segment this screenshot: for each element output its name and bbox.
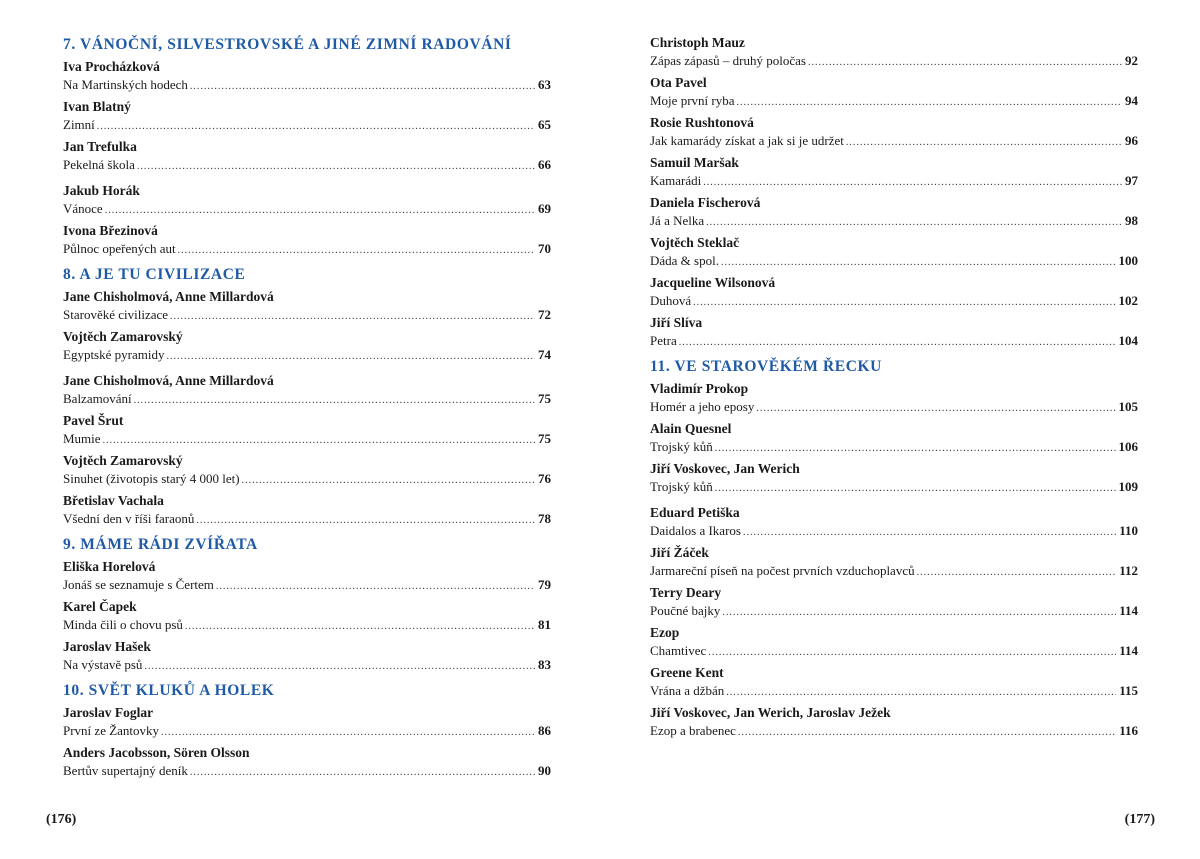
entry-author: Jaroslav Foglar: [63, 705, 154, 720]
dot-leader: [722, 604, 1116, 622]
toc-entry[interactable]: [63, 98, 551, 134]
section-heading: 10. SVĚT KLUKŮ A HOLEK: [63, 682, 275, 699]
toc-entry[interactable]: [63, 452, 551, 488]
entry-author: Vladimír Prokop: [650, 381, 749, 396]
dot-leader: [706, 214, 1122, 232]
entry-author: Terry Deary: [650, 585, 722, 600]
entry-author: Jakub Horák: [63, 183, 140, 198]
dot-leader: [144, 658, 535, 676]
toc-entry[interactable]: [650, 584, 1138, 620]
toc-entry[interactable]: [63, 372, 551, 408]
dot-leader: [715, 480, 1116, 498]
dot-leader: [808, 54, 1122, 72]
entry-page-number: 83: [538, 657, 551, 672]
toc-entry[interactable]: [650, 74, 1138, 110]
entry-title: Petra: [650, 333, 677, 348]
entry-page-number: 66: [538, 157, 551, 172]
toc-entry[interactable]: [63, 492, 551, 528]
dot-leader: [178, 242, 535, 260]
toc-entry[interactable]: [650, 274, 1138, 310]
dot-leader: [190, 764, 535, 782]
toc-entry[interactable]: [650, 460, 1138, 496]
entry-title: Na výstavě psů: [63, 657, 143, 672]
entry-author: Ota Pavel: [650, 75, 707, 90]
section-heading: 8. A JE TU CIVILIZACE: [63, 266, 246, 283]
toc-entry[interactable]: [650, 34, 1138, 70]
entry-author: Pavel Šrut: [63, 413, 124, 428]
entry-title: Jonáš se seznamuje s Čertem: [63, 577, 214, 592]
entry-title: Vánoce: [63, 201, 103, 216]
entry-page-number: 102: [1118, 293, 1138, 308]
entry-title: Dáda & spol.: [650, 253, 719, 268]
entry-page-number: 110: [1119, 523, 1138, 538]
toc-entry[interactable]: [63, 58, 551, 94]
entry-title: Starověké civilizace: [63, 307, 169, 322]
dot-leader: [185, 618, 535, 636]
toc-entry[interactable]: [63, 598, 551, 634]
entry-title: Ezop a brabenec: [650, 723, 736, 738]
dot-leader: [190, 78, 535, 96]
toc-entry[interactable]: [63, 412, 551, 448]
entry-author: Jane Chisholmová, Anne Millardová: [63, 373, 274, 388]
entry-title: První ze Žantovky: [63, 723, 160, 738]
section-heading: 7. VÁNOČNÍ, SILVESTROVSKÉ A JINÉ ZIMNÍ RADOVÁNÍ: [63, 36, 512, 53]
entry-page-number: 75: [538, 431, 551, 446]
entry-author: Vojtěch Zamarovský: [63, 329, 183, 344]
dot-leader: [134, 392, 535, 410]
entry-page-number: 116: [1119, 723, 1138, 738]
entry-author: Eduard Petiška: [650, 505, 740, 520]
entry-page-number: 106: [1118, 439, 1138, 454]
entry-page-number: 65: [538, 117, 551, 132]
entry-title: Trojský kůň: [650, 479, 713, 494]
toc-entry[interactable]: [63, 704, 551, 740]
entry-title: Homér a jeho eposy: [650, 399, 755, 414]
entry-title: Všední den v říši faraonů: [63, 511, 195, 526]
dot-leader: [97, 118, 535, 136]
entry-title: Bertův supertajný deník: [63, 763, 188, 778]
toc-entry[interactable]: [63, 558, 551, 594]
entry-page-number: 75: [538, 391, 551, 406]
toc-entry[interactable]: [63, 638, 551, 674]
entry-title: Mumie: [63, 431, 101, 446]
toc-entry[interactable]: [63, 744, 551, 780]
entry-title: Já a Nelka: [650, 213, 705, 228]
dot-leader: [708, 644, 1116, 662]
entry-page-number: 78: [538, 511, 551, 526]
entry-author: Alain Quesnel: [650, 421, 732, 436]
entry-title: Kamarádi: [650, 173, 702, 188]
entry-title: Zápas zápasů – druhý poločas: [650, 53, 806, 68]
entry-page-number: 114: [1119, 603, 1138, 618]
entry-author: Jacqueline Wilsonová: [650, 275, 776, 290]
toc-entry[interactable]: [650, 420, 1138, 456]
entry-title: Půlnoc opeřených aut: [63, 241, 176, 256]
entry-page-number: 76: [538, 471, 551, 486]
dot-leader: [103, 432, 535, 450]
dot-leader: [166, 348, 535, 366]
dot-leader: [242, 472, 535, 490]
entry-title: Duhová: [650, 293, 692, 308]
entry-page-number: 97: [1125, 173, 1138, 188]
entry-page-number: 100: [1118, 253, 1138, 268]
entry-author: Jane Chisholmová, Anne Millardová: [63, 289, 274, 304]
entry-page-number: 69: [538, 201, 551, 216]
dot-leader: [161, 724, 535, 742]
entry-page-number: 72: [538, 307, 551, 322]
toc-entry[interactable]: [650, 664, 1138, 700]
entry-title: Moje první ryba: [650, 93, 735, 108]
entry-title: Trojský kůň: [650, 439, 713, 454]
toc-entry[interactable]: [63, 222, 551, 258]
page-number-right: (177): [1124, 812, 1155, 827]
toc-entry[interactable]: [650, 194, 1138, 230]
entry-author: Eliška Horelová: [63, 559, 156, 574]
entry-author: Greene Kent: [650, 665, 724, 680]
entry-page-number: 81: [538, 617, 551, 632]
entry-author: Jiří Žáček: [650, 545, 709, 560]
dot-leader: [170, 308, 535, 326]
entry-title: Pekelná škola: [63, 157, 135, 172]
entry-author: Karel Čapek: [63, 599, 137, 614]
entry-author: Vojtěch Zamarovský: [63, 453, 183, 468]
entry-title: Minda čili o chovu psů: [63, 617, 183, 632]
dot-leader: [196, 512, 535, 530]
entry-title: Jarmareční píseň na počest prvních vzduchoplavců: [650, 563, 915, 578]
entry-author: Jaroslav Hašek: [63, 639, 151, 654]
entry-author: Anders Jacobsson, Sören Olsson: [63, 745, 250, 760]
entry-page-number: 104: [1118, 333, 1138, 348]
entry-title: Poučné bajky: [650, 603, 721, 618]
page-number-left: (176): [46, 812, 77, 827]
entry-author: Jiří Voskovec, Jan Werich: [650, 461, 800, 476]
entry-author: Ivona Březinová: [63, 223, 158, 238]
toc-entry[interactable]: [650, 234, 1138, 270]
entry-title: Balzamování: [63, 391, 132, 406]
entry-page-number: 70: [538, 241, 551, 256]
toc-entry[interactable]: [63, 182, 551, 218]
section-heading: 9. MÁME RÁDI ZVÍŘATA: [63, 536, 258, 553]
dot-leader: [917, 564, 1117, 582]
dot-leader: [738, 724, 1116, 742]
entry-author: Ivan Blatný: [63, 99, 131, 114]
dot-leader: [756, 400, 1115, 418]
entry-page-number: 114: [1119, 643, 1138, 658]
entry-page-number: 94: [1125, 93, 1138, 108]
entry-title: Na Martinských hodech: [63, 77, 188, 92]
dot-leader: [743, 524, 1116, 542]
entry-title: Sinuhet (životopis starý 4 000 let): [63, 471, 240, 486]
entry-author: Jan Trefulka: [63, 139, 137, 154]
dot-leader: [216, 578, 535, 596]
dot-leader: [137, 158, 535, 176]
entry-title: Chamtivec: [650, 643, 707, 658]
dot-leader: [721, 254, 1116, 272]
entry-page-number: 90: [538, 763, 551, 778]
dot-leader: [703, 174, 1122, 192]
toc-entry[interactable]: [650, 114, 1138, 150]
entry-author: Christoph Mauz: [650, 35, 745, 50]
entry-author: Iva Procházková: [63, 59, 160, 74]
toc-entry[interactable]: [650, 314, 1138, 350]
entry-author: Samuil Maršak: [650, 155, 739, 170]
entry-page-number: 96: [1125, 133, 1138, 148]
toc-entry[interactable]: [650, 704, 1138, 740]
entry-title: Zimní: [63, 117, 95, 132]
entry-author: Rosie Rushtonová: [650, 115, 754, 130]
entry-title: Jak kamarády získat a jak si je udržet: [650, 133, 844, 148]
toc-entry[interactable]: [63, 288, 551, 324]
entry-page-number: 98: [1125, 213, 1138, 228]
entry-author: Daniela Fischerová: [650, 195, 761, 210]
dot-leader: [715, 440, 1116, 458]
toc-entry[interactable]: [650, 504, 1138, 540]
entry-page-number: 74: [538, 347, 551, 362]
dot-leader: [693, 294, 1115, 312]
entry-page-number: 115: [1119, 683, 1138, 698]
toc-entry[interactable]: [63, 138, 551, 174]
toc-entry[interactable]: [650, 380, 1138, 416]
entry-author: Jiří Slíva: [650, 315, 703, 330]
dot-leader: [726, 684, 1116, 702]
toc-entry[interactable]: [650, 544, 1138, 580]
entry-author: Jiří Voskovec, Jan Werich, Jaroslav Ježek: [650, 705, 891, 720]
dot-leader: [679, 334, 1116, 352]
entry-title: Egyptské pyramidy: [63, 347, 165, 362]
entry-page-number: 109: [1118, 479, 1138, 494]
section-heading: 11. VE STAROVĚKÉM ŘECKU: [650, 358, 882, 375]
toc-entry[interactable]: [63, 328, 551, 364]
entry-title: Vrána a džbán: [650, 683, 725, 698]
entry-author: Břetislav Vachala: [63, 493, 164, 508]
entry-page-number: 79: [538, 577, 551, 592]
entry-title: Daidalos a Ikaros: [650, 523, 741, 538]
dot-leader: [105, 202, 535, 220]
entry-page-number: 86: [538, 723, 551, 738]
entry-page-number: 63: [538, 77, 551, 92]
toc-entry[interactable]: [650, 624, 1138, 660]
entry-author: Vojtěch Steklač: [650, 235, 740, 250]
toc-entry[interactable]: [650, 154, 1138, 190]
entry-page-number: 105: [1118, 399, 1138, 414]
entry-author: Ezop: [650, 625, 680, 640]
entry-page-number: 112: [1119, 563, 1138, 578]
entry-page-number: 92: [1125, 53, 1138, 68]
dot-leader: [736, 94, 1122, 112]
dot-leader: [846, 134, 1122, 152]
